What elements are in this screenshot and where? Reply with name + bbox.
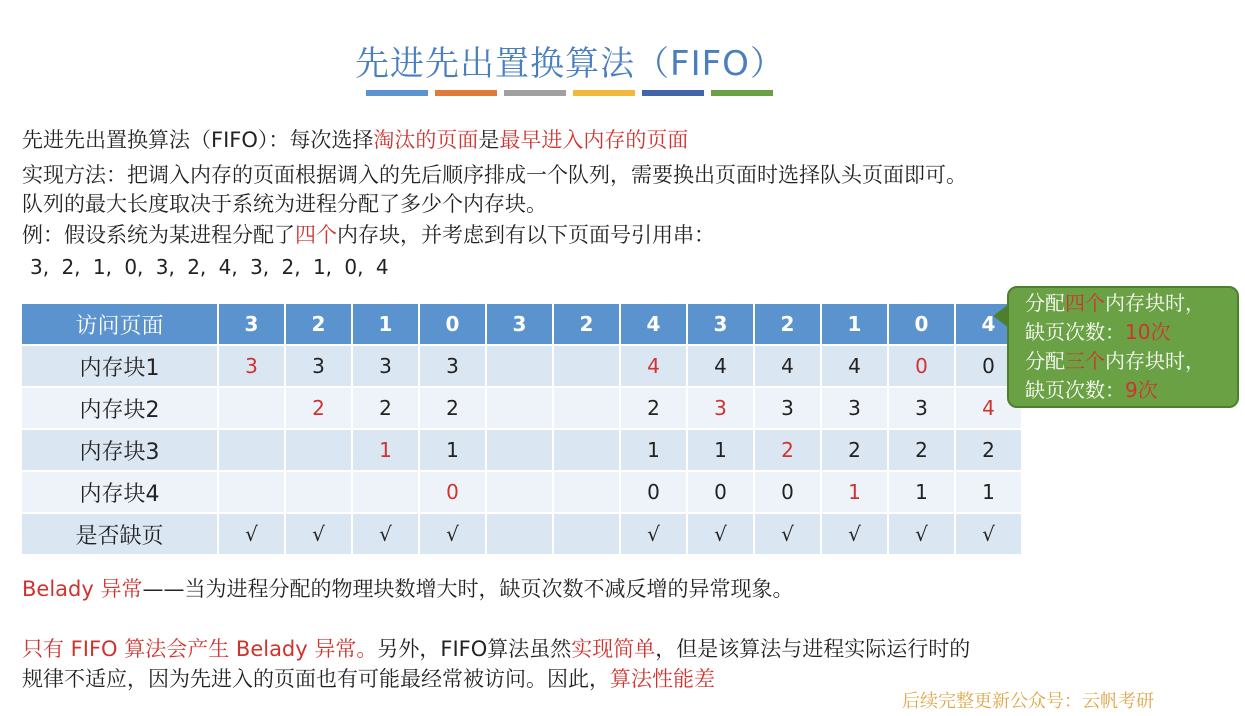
implementation-line: 实现方法：把调入内存的页面根据调入的先后顺序排成一个队列，需要换出页面时选择队头页面即可。 xyxy=(22,163,967,187)
memory-block-cell: 3 xyxy=(352,345,419,387)
definition-prefix: 先进先出置换算法（FIFO）：每次选择 xyxy=(22,128,374,152)
definition-highlight-1: 淘汰的页面 xyxy=(373,128,479,152)
callout-highlight: 三个 xyxy=(1065,349,1105,373)
memory-block-cell xyxy=(218,429,285,471)
memory-block-cell xyxy=(352,471,419,513)
memory-block-cell: 3 xyxy=(419,345,486,387)
page-reference-cell: 2 xyxy=(754,303,821,345)
summary-line-2 xyxy=(22,663,715,693)
example-line xyxy=(22,219,715,249)
memory-block-cell: 4 xyxy=(620,345,687,387)
title-underline-bar xyxy=(504,90,566,96)
callout-highlight: 9次 xyxy=(1125,378,1158,402)
page-fault-cell: √ xyxy=(754,513,821,555)
page-fault-cell: √ xyxy=(285,513,352,555)
page-reference-cell: 2 xyxy=(553,303,620,345)
summary-text-3: 规律不适应，因为先进入的页面也有可能最经常被访问。因此， xyxy=(22,667,610,691)
memory-block-cell: 2 xyxy=(285,387,352,429)
callout-text: 缺页次数： xyxy=(1025,378,1125,402)
callout-text: 分配 xyxy=(1025,291,1065,315)
summary-highlight-3: 算法性能差 xyxy=(610,667,715,691)
memory-block-cell xyxy=(218,471,285,513)
summary-text-1: 另外，FIFO算法虽然 xyxy=(377,637,572,661)
memory-block-cell: 2 xyxy=(620,387,687,429)
memory-block-cell xyxy=(285,471,352,513)
table-row xyxy=(21,513,1022,555)
header-label: 访问页面 xyxy=(21,303,218,345)
memory-block-cell: 4 xyxy=(955,387,1022,429)
callout-text: 内存块时， xyxy=(1105,349,1205,373)
memory-block-cell: 3 xyxy=(754,387,821,429)
page-reference-cell: 3 xyxy=(687,303,754,345)
memory-block-cell xyxy=(486,429,553,471)
page-title: 先进先出置换算法（FIFO） xyxy=(355,44,785,84)
page-fault-cell: √ xyxy=(620,513,687,555)
memory-block-cell: 4 xyxy=(821,345,888,387)
memory-block-cell: 3 xyxy=(218,345,285,387)
memory-block-cell xyxy=(486,471,553,513)
memory-block-cell: 1 xyxy=(352,429,419,471)
memory-block-cell: 1 xyxy=(821,471,888,513)
page-reference-cell: 0 xyxy=(419,303,486,345)
memory-block-cell xyxy=(553,471,620,513)
page-fault-cell: √ xyxy=(955,513,1022,555)
memory-block-cell: 4 xyxy=(687,345,754,387)
memory-block-cell: 3 xyxy=(888,387,955,429)
watermark: 后续完整更新公众号：云帆考研 xyxy=(902,691,1154,712)
title-underline-bar xyxy=(573,90,635,96)
memory-block-cell: 2 xyxy=(821,429,888,471)
callout-highlight: 四个 xyxy=(1065,291,1105,315)
callout-line-3 xyxy=(1025,347,1237,376)
memory-block-cell: 0 xyxy=(687,471,754,513)
row-label: 内存块3 xyxy=(21,429,218,471)
memory-block-cell: 0 xyxy=(419,471,486,513)
memory-block-cell xyxy=(285,429,352,471)
page-reference-cell: 1 xyxy=(821,303,888,345)
definition-highlight-2: 最早进入内存的页面 xyxy=(499,128,689,152)
belady-term: Belady 异常 xyxy=(22,577,143,601)
table-row xyxy=(21,387,1022,429)
memory-block-cell: 1 xyxy=(955,471,1022,513)
page-fault-cell xyxy=(553,513,620,555)
memory-block-cell: 2 xyxy=(754,429,821,471)
memory-block-cell: 0 xyxy=(888,345,955,387)
memory-block-cell: 2 xyxy=(352,387,419,429)
title-underline xyxy=(366,90,773,96)
memory-block-cell: 0 xyxy=(955,345,1022,387)
example-highlight: 四个 xyxy=(295,223,337,247)
table-row xyxy=(21,429,1022,471)
memory-block-cell: 2 xyxy=(955,429,1022,471)
queue-line: 队列的最大长度取决于系统为进程分配了多少个内存块。 xyxy=(22,192,547,216)
title-underline-bar xyxy=(366,90,428,96)
table-row xyxy=(21,345,1022,387)
callout-line-2 xyxy=(1025,318,1237,347)
memory-block-cell xyxy=(553,387,620,429)
summary-highlight-1: 只有 FIFO 算法会产生 Belady 异常。 xyxy=(22,637,378,661)
title-underline-bar xyxy=(711,90,773,96)
page-reference-cell: 2 xyxy=(285,303,352,345)
definition-mid: 是 xyxy=(478,128,500,152)
page-reference-cell: 1 xyxy=(352,303,419,345)
summary-line-1 xyxy=(22,633,970,663)
page-fault-cell: √ xyxy=(218,513,285,555)
memory-block-cell: 0 xyxy=(754,471,821,513)
callout-text: 缺页次数： xyxy=(1025,320,1125,344)
reference-string: 3, 2, 1, 0, 3, 2, 4, 3, 2, 1, 0, 4 xyxy=(30,255,389,279)
callout-text: 内存块时， xyxy=(1105,291,1205,315)
memory-block-cell xyxy=(553,345,620,387)
title-underline-bar xyxy=(435,90,497,96)
callout-line-1 xyxy=(1025,289,1237,318)
memory-block-cell xyxy=(486,387,553,429)
memory-block-cell: 1 xyxy=(620,429,687,471)
page-fault-cell: √ xyxy=(687,513,754,555)
table-header-row xyxy=(21,303,1022,345)
memory-block-cell: 4 xyxy=(754,345,821,387)
table-row xyxy=(21,471,1022,513)
memory-block-cell xyxy=(553,429,620,471)
callout-line-4 xyxy=(1025,376,1237,405)
page-reference-cell: 4 xyxy=(955,303,1022,345)
row-label: 是否缺页 xyxy=(21,513,218,555)
memory-block-cell: 3 xyxy=(687,387,754,429)
page-reference-cell: 4 xyxy=(620,303,687,345)
page-fault-cell: √ xyxy=(419,513,486,555)
memory-block-cell: 2 xyxy=(888,429,955,471)
memory-block-cell: 1 xyxy=(687,429,754,471)
page-reference-cell: 3 xyxy=(218,303,285,345)
fault-count-callout xyxy=(1007,286,1239,408)
memory-block-cell: 3 xyxy=(821,387,888,429)
example-suffix: 内存块，并考虑到有以下页面号引用串： xyxy=(337,223,715,247)
definition-line xyxy=(22,124,688,154)
belady-definition: ——当为进程分配的物理块数增大时，缺页次数不减反增的异常现象。 xyxy=(142,577,794,601)
memory-block-cell xyxy=(218,387,285,429)
memory-block-cell: 1 xyxy=(888,471,955,513)
callout-text: 分配 xyxy=(1025,349,1065,373)
memory-block-cell: 0 xyxy=(620,471,687,513)
fifo-table xyxy=(20,302,1023,556)
summary-highlight-2: 实现简单 xyxy=(571,637,656,661)
example-prefix: 例：假设系统为某进程分配了 xyxy=(22,223,295,247)
belady-line xyxy=(22,573,793,603)
row-label: 内存块4 xyxy=(21,471,218,513)
page-reference-cell: 0 xyxy=(888,303,955,345)
table-body xyxy=(21,345,1022,555)
summary-text-2: ，但是该算法与进程实际运行时的 xyxy=(655,637,971,661)
callout-highlight: 10次 xyxy=(1125,320,1171,344)
page-fault-cell: √ xyxy=(352,513,419,555)
page-fault-cell xyxy=(486,513,553,555)
page-reference-cell: 3 xyxy=(486,303,553,345)
row-label: 内存块1 xyxy=(21,345,218,387)
title-underline-bar xyxy=(642,90,704,96)
page-fault-cell: √ xyxy=(821,513,888,555)
page-fault-cell: √ xyxy=(888,513,955,555)
memory-block-cell: 1 xyxy=(419,429,486,471)
memory-block-cell: 3 xyxy=(285,345,352,387)
memory-block-cell: 2 xyxy=(419,387,486,429)
row-label: 内存块2 xyxy=(21,387,218,429)
memory-block-cell xyxy=(486,345,553,387)
